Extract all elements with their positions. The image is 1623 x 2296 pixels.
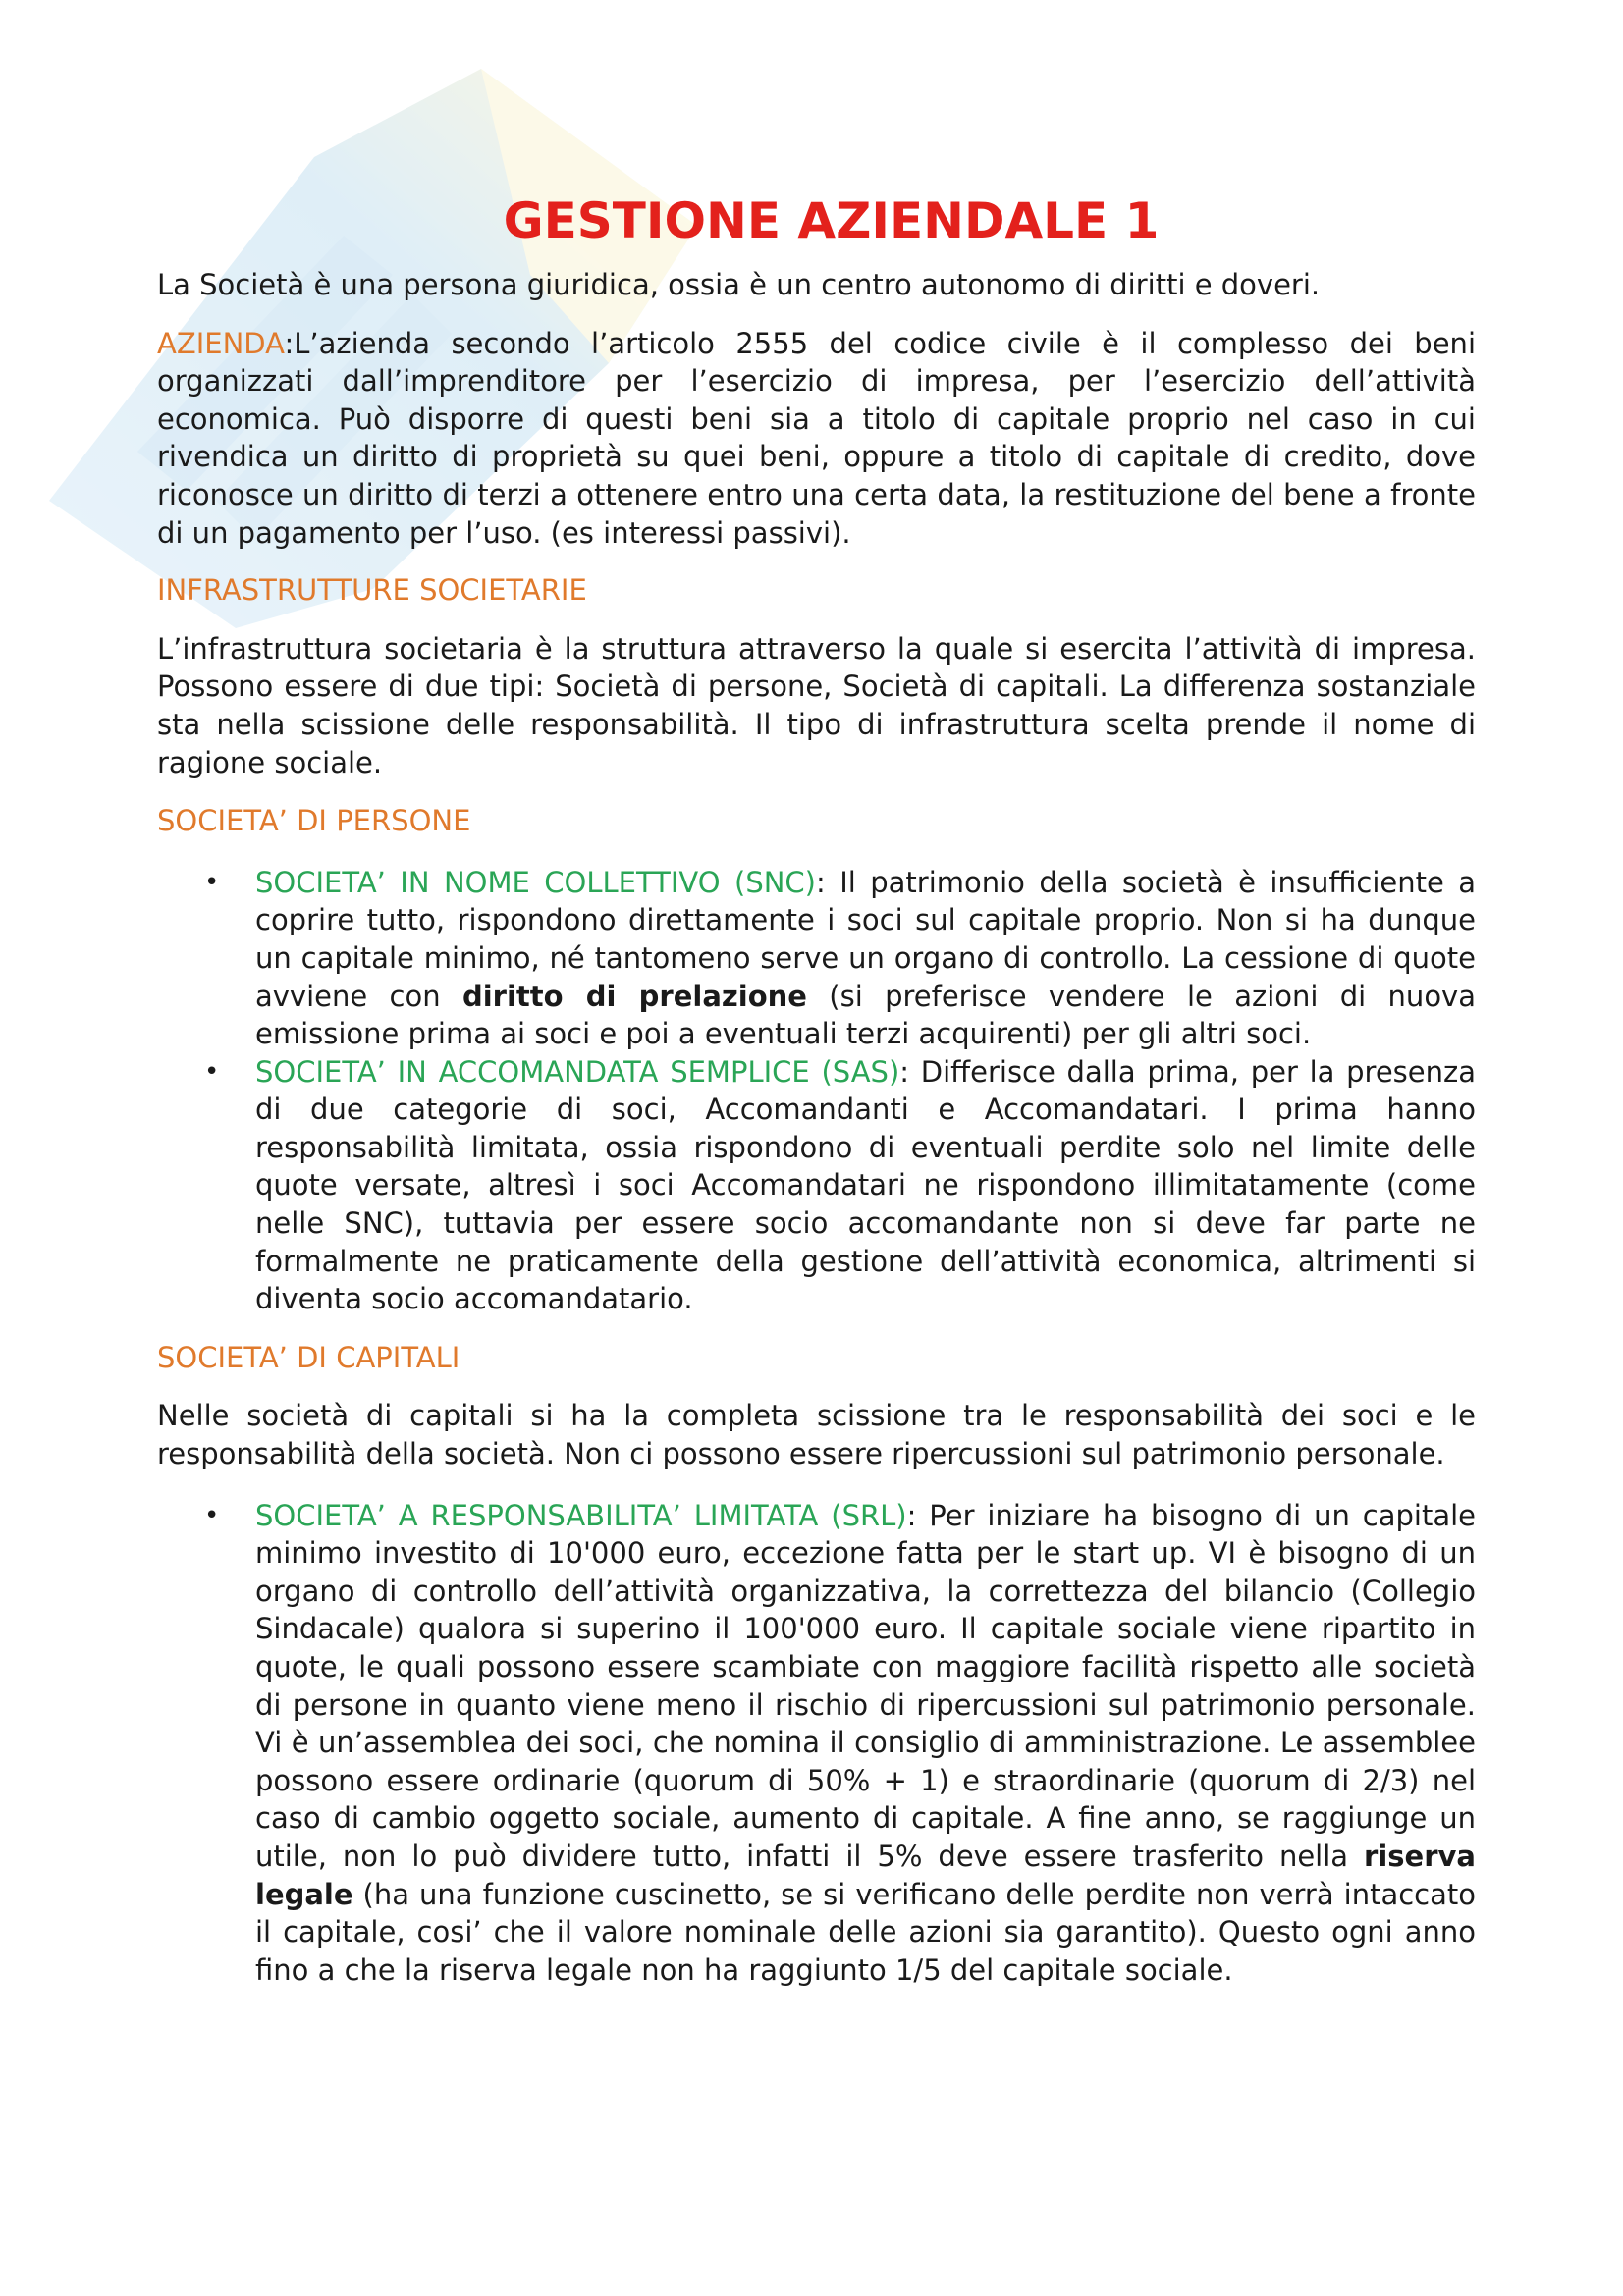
list-item-snc [157,864,1476,1053]
bullet-icon: • [204,867,220,897]
bullet-icon: • [204,1500,220,1530]
azienda-label: AZIENDA [157,326,285,360]
sas-text: : Differisce dalla prima, per la presenza di due categorie di soci, Accomandanti e Accomandatari. I prima hanno responsabilità limitata, ossia rispondono di eventuali perdite solo nel limite delle quote versate, altresì i soci Accomandatari ne rispondono illimitatamente (come nelle SNC), tuttavia per essere socio accomandante non si deve far parte ne formalmente ne praticamente della gestione dell’attività economica, altrimenti si diventa socio accomandatario. [255,1054,1476,1316]
srl-text-a: : Per iniziare ha bisogno di un capitale minimo investito di 10'000 euro, eccezione fatta per le start up. VI è bisogno di un organo di controllo dell’attività organizzativa, la correttezza del bilancio (Collegio Sindacale) qualora si superino il 100'000 euro. Il capitale sociale viene ripartito in quote, le quali possono essere scambiate con maggiore facilità rispetto alle società di persone in quanto viene meno il rischio di ripercussioni sul patrimonio personale. Vi è un’assemblea dei soci, che nomina il consiglio di amministrazione. Le assemblee possono essere ordinarie (quorum di 50% + 1) e straordinarie (quorum di 2/3) nel caso di cambio oggetto sociale, aumento di capitale. A fine anno, se raggiunge un utile, non lo può dividere tutto, infatti il 5% deve essere trasferito nella [255,1498,1476,1873]
azienda-text: :L’azienda secondo l’articolo 2555 del codice civile è il complesso dei beni organizzati dall’imprenditore per l’esercizio di impresa, per l’esercizio dell’attività economica. Può disporre di questi beni sia a titolo di capitale proprio nel caso in cui rivendica un diritto di proprietà su quei beni, oppure a titolo di capitale di credito, dove riconosce un diritto di terzi a ottenere entro una certa data, la restituzione del bene a fronte di un pagamento per l’uso. (es interessi passivi). [157,326,1476,550]
infrastrutture-paragraph: L’infrastruttura societaria è la struttura attraverso la quale si esercita l’attività di impresa. Possono essere di due tipi: Società di persone, Società di capitali. La differenza sostanziale sta nella scissione delle responsabilità. Il tipo di infrastruttura scelta prende il nome di ragione sociale. [157,631,1476,779]
snc-label: SOCIETA’ IN NOME COLLETTIVO (SNC) [255,865,816,899]
intro-paragraph: La Società è una persona giuridica, ossia è un centro autonomo di diritti e doveri. [157,268,1321,301]
list-item-srl [157,1497,1476,1990]
persone-list [157,864,1476,1318]
bullet-icon: • [204,1056,220,1087]
heading-infrastrutture: INFRASTRUTTURE SOCIETARIE [157,573,587,608]
list-item-sas [157,1053,1476,1318]
snc-text-a: : Il patrimonio della società è insufficiente a coprire tutto, rispondono direttamente i soci sul capitale proprio. Non si ha dunque un capitale minimo, né tantomeno serve un organo di controllo. La cessione di quote avviene con [255,865,1477,1013]
azienda-paragraph [157,325,1476,553]
heading-societa-persone: SOCIETA’ DI PERSONE [157,804,471,838]
capitali-list [157,1497,1476,1990]
page-title: GESTIONE AZIENDALE 1 [503,192,1160,249]
srl-label: SOCIETA’ A RESPONSABILITA’ LIMITATA (SRL) [255,1498,907,1532]
srl-bold-term: riserva legale [255,1839,1476,1911]
snc-text-b: (si preferisce vendere le azioni di nuova emissione prima ai soci e poi a eventuali terzi acquirenti) per gli altri soci. [255,979,1476,1051]
capitali-paragraph: Nelle società di capitali si ha la completa scissione tra le responsabilità dei soci e le responsabilità della società. Non ci possono essere ripercussioni sul patrimonio personale. [157,1399,1476,1471]
document-page [157,191,1476,1989]
sas-label: SOCIETA’ IN ACCOMANDATA SEMPLICE (SAS) [255,1054,900,1089]
srl-text-b: (ha una funzione cuscinetto, se si verificano delle perdite non verrà intaccato il capitale, cosi’ che il valore nominale delle azioni sia garantito). Questo ogni anno fino a che la riserva legale non ha raggiunto 1/5 del capitale sociale. [255,1877,1476,1987]
snc-bold-term: diritto di prelazione [461,979,807,1013]
heading-societa-capitali: SOCIETA’ DI CAPITALI [157,1340,460,1374]
